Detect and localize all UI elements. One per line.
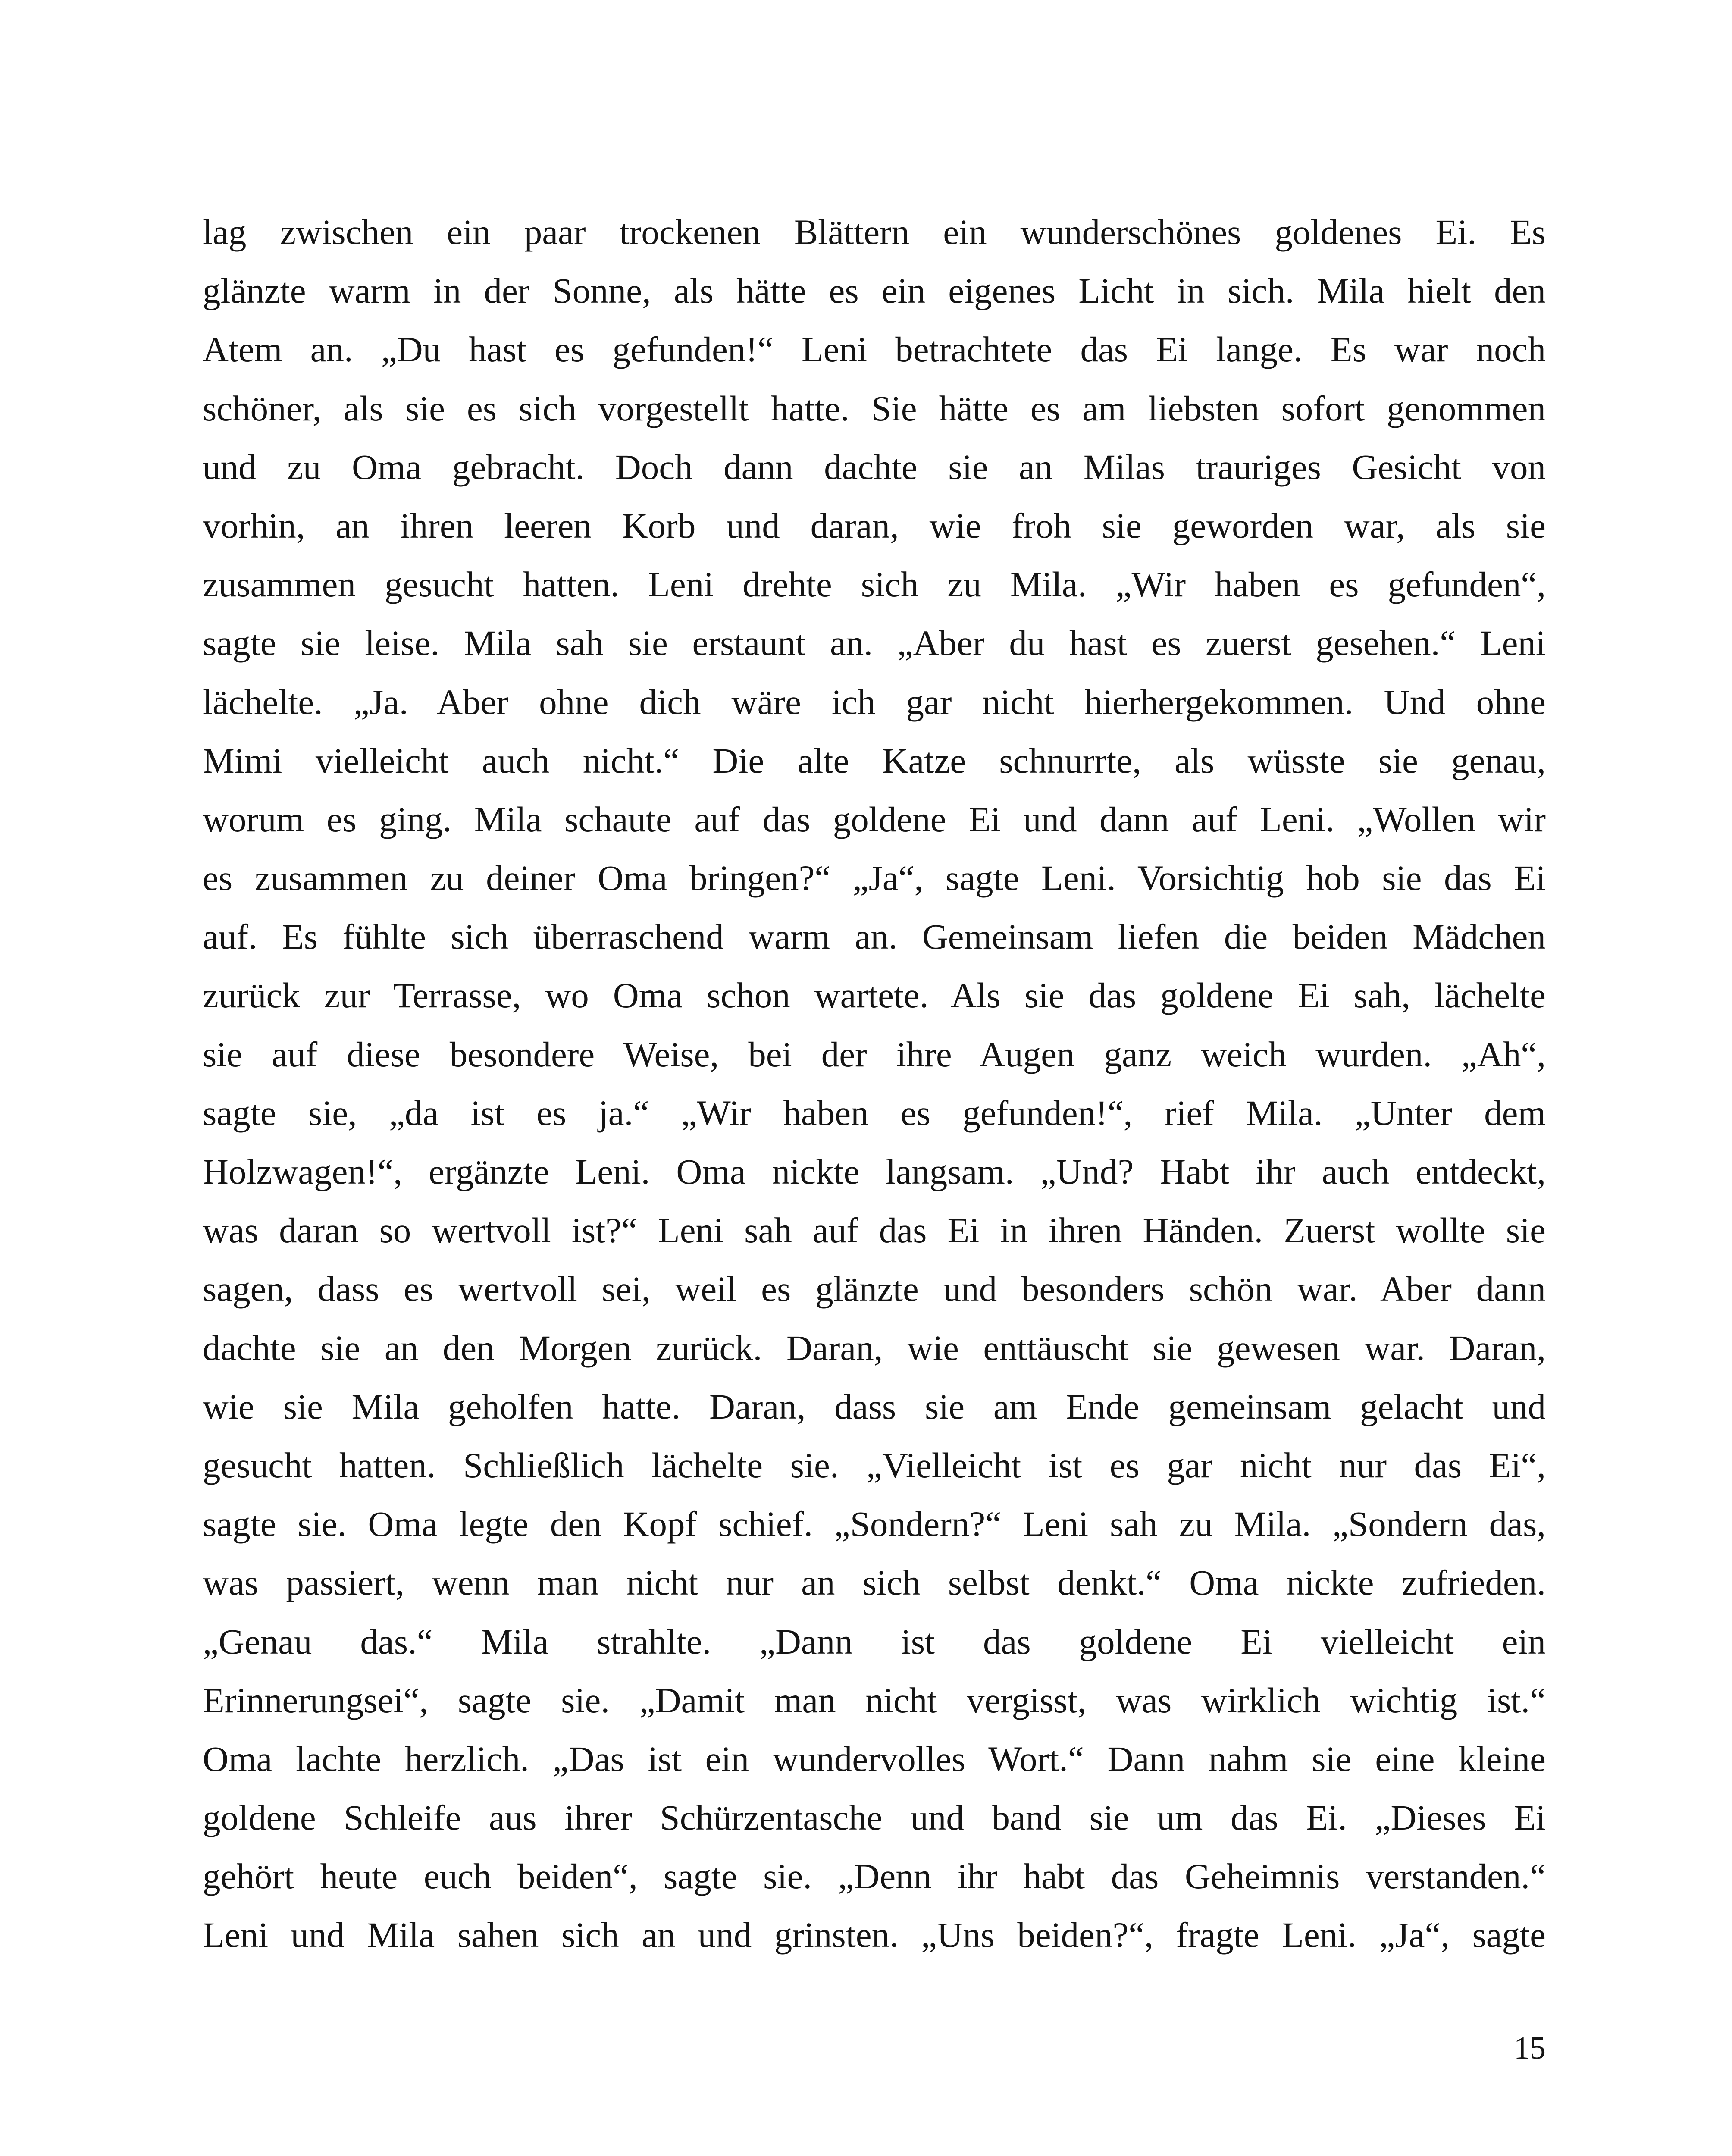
text-line: zusammen gesucht hatten. Leni drehte sich zu Mila. „Wir haben es gefunden“, [203,564,1546,605]
body-text [203,203,1546,1965]
text-line: Mimi vielleicht auch nicht.“ Die alte Katze schnurrte, als wüsste sie genau, [203,740,1546,780]
text-line: Leni und Mila sahen sich an und grinsten. „Uns beiden?“, fragte Leni. „Ja“, sagte [203,1915,1546,1955]
text-line: lag zwischen ein paar trockenen Blättern ein wunderschönes goldenes Ei. Es [203,212,1546,252]
text-line: wie sie Mila geholfen hatte. Daran, dass sie am Ende gemeinsam gelacht und [203,1386,1546,1426]
text-line: schöner, als sie es sich vorgestellt hatte. Sie hätte es am liebsten sofort genommen [203,388,1546,428]
text-line: lächelte. „Ja. Aber ohne dich wäre ich gar nicht hierhergekommen. Und ohne [203,682,1546,722]
text-line: vorhin, an ihren leeren Korb und daran, wie froh sie geworden war, als sie [203,505,1546,545]
text-line: sagte sie, „da ist es ja.“ „Wir haben es gefunden!“, rief Mila. „Unter dem [203,1093,1546,1133]
text-line: worum es ging. Mila schaute auf das goldene Ei und dann auf Leni. „Wollen wir [203,799,1546,839]
text-line: goldene Schleife aus ihrer Schürzentasche und band sie um das Ei. „Dieses Ei [203,1798,1546,1838]
text-line: und zu Oma gebracht. Doch dann dachte sie an Milas trauriges Gesicht von [203,447,1546,487]
text-line: auf. Es fühlte sich überraschend warm an. Gemeinsam liefen die beiden Mädchen [203,917,1546,957]
text-line: was daran so wertvoll ist?“ Leni sah auf das Ei in ihren Händen. Zuerst wollte sie [203,1210,1546,1250]
text-line: sie auf diese besondere Weise, bei der ihre Augen ganz weich wurden. „Ah“, [203,1034,1546,1074]
text-line: Erinnerungsei“, sagte sie. „Damit man nicht vergisst, was wirklich wichtig ist.“ [203,1680,1546,1720]
text-line: glänzte warm in der Sonne, als hätte es ein eigenes Licht in sich. Mila hielt den [203,271,1546,311]
text-line: dachte sie an den Morgen zurück. Daran, wie enttäuscht sie gewesen war. Daran, [203,1328,1546,1368]
text-line: „Genau das.“ Mila strahlte. „Dann ist das goldene Ei vielleicht ein [203,1621,1546,1661]
text-line: Oma lachte herzlich. „Das ist ein wundervolles Wort.“ Dann nahm sie eine kleine [203,1739,1546,1779]
text-line: was passiert, wenn man nicht nur an sich selbst denkt.“ Oma nickte zufrieden. [203,1563,1546,1603]
text-line: gehört heute euch beiden“, sagte sie. „Denn ihr habt das Geheimnis verstanden.“ [203,1856,1546,1896]
text-line: es zusammen zu deiner Oma bringen?“ „Ja“, sagte Leni. Vorsichtig hob sie das Ei [203,858,1546,898]
text-line: sagte sie leise. Mila sah sie erstaunt an. „Aber du hast es zuerst gesehen.“ Leni [203,623,1546,663]
text-line: gesucht hatten. Schließlich lächelte sie. „Vielleicht ist es gar nicht nur das Ei“, [203,1445,1546,1485]
text-line: Holzwagen!“, ergänzte Leni. Oma nickte langsam. „Und? Habt ihr auch entdeckt, [203,1152,1546,1191]
page-number: 15 [1514,2031,1546,2066]
text-line: sagte sie. Oma legte den Kopf schief. „Sondern?“ Leni sah zu Mila. „Sondern das, [203,1504,1546,1544]
text-line: Atem an. „Du hast es gefunden!“ Leni betrachtete das Ei lange. Es war noch [203,329,1546,370]
text-line: zurück zur Terrasse, wo Oma schon wartete. Als sie das goldene Ei sah, lächelte [203,975,1546,1015]
text-line: sagen, dass es wertvoll sei, weil es glänzte und besonders schön war. Aber dann [203,1269,1546,1309]
